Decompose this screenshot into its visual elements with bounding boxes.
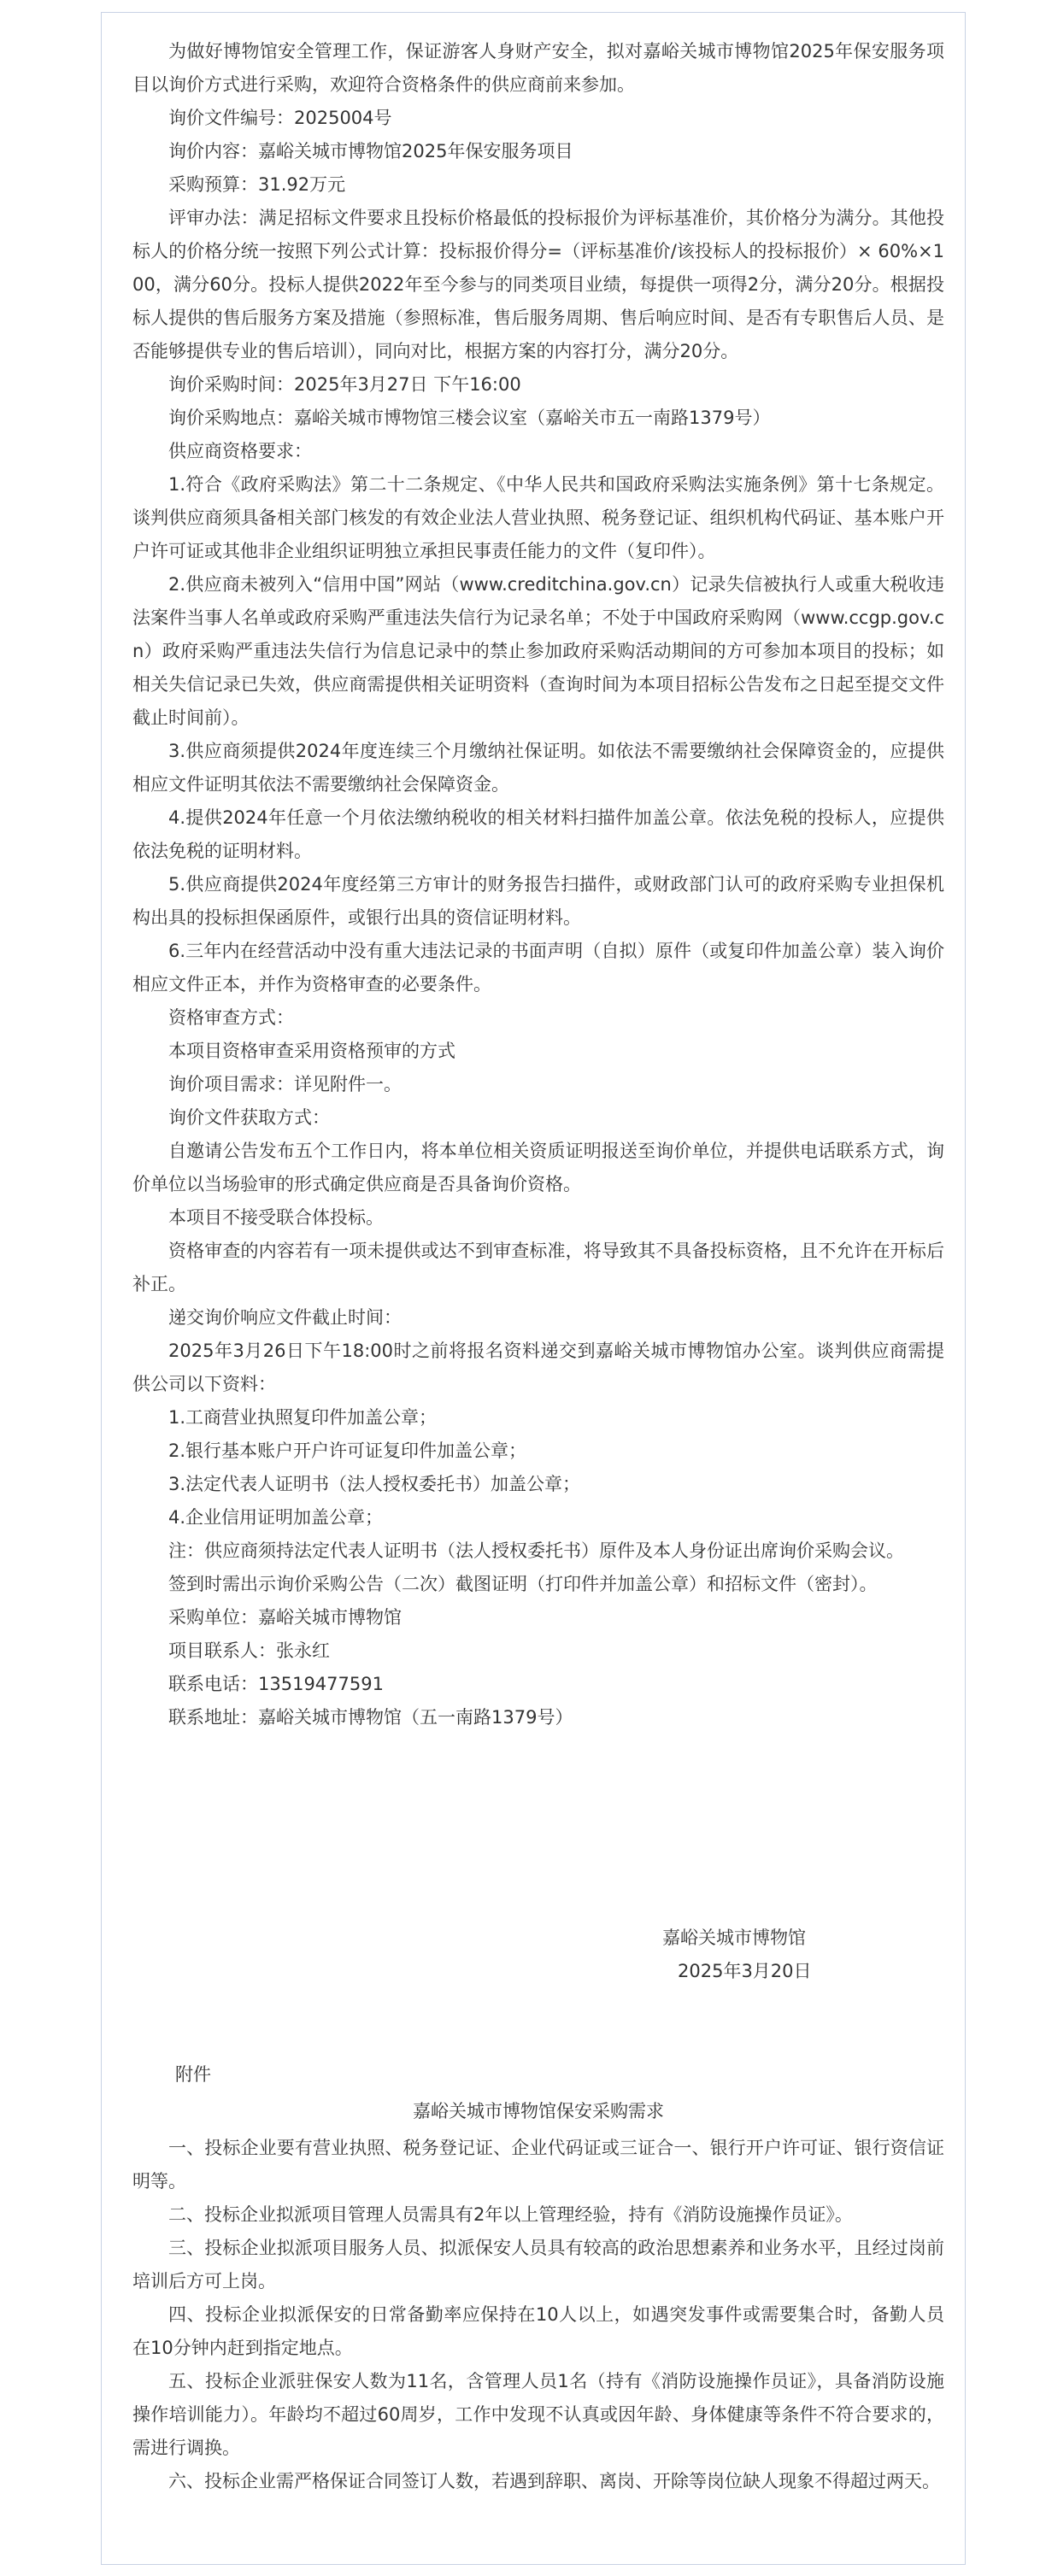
attachment-item: 五、投标企业派驻保安人数为11名，含管理人员1名（持有《消防设施操作员证》，具备消防设施操作培训能力）。年龄均不超过60周岁，工作中发现不认真或因年龄、身体健康等条件不符合要求的，需进行调换。 xyxy=(132,2371,944,2458)
attachment-item: 六、投标企业需严格保证合同签订人数，若遇到辞职、离岗、开除等岗位缺人现象不得超过两天。 xyxy=(168,2471,940,2491)
paragraph: 本项目不接受联合体投标。 xyxy=(168,1207,384,1228)
paragraph: 资格审查方式： xyxy=(168,1007,294,1028)
paragraph: 3.法定代表人证明书（法人授权委托书）加盖公章； xyxy=(168,1474,581,1494)
paragraph: 项目联系人：张永红 xyxy=(168,1640,330,1661)
paragraph: 联系电话：13519477591 xyxy=(168,1674,384,1694)
paragraph: 本项目资格审查采用资格预审的方式 xyxy=(168,1041,455,1061)
document-frame xyxy=(101,12,966,2565)
paragraph: 注：供应商须持法定代表人证明书（法人授权委托书）原件及本人身份证出席询价采购会议。 xyxy=(168,1540,904,1561)
paragraph: 3.供应商须提供2024年度连续三个月缴纳社保证明。如依法不需要缴纳社会保障资金的，应提供相应文件证明其依法不需要缴纳社会保障资金。 xyxy=(132,741,944,795)
paragraph: 为做好博物馆安全管理工作，保证游客人身财产安全，拟对嘉峪关城市博物馆2025年保安服务项目以询价方式进行采购，欢迎符合资格条件的供应商前来参加。 xyxy=(132,41,944,95)
attachment-items xyxy=(132,2132,944,2498)
paragraph: 询价项目需求：详见附件一。 xyxy=(168,1074,402,1094)
signature-date: 2025年3月20日 xyxy=(678,1961,812,1981)
paragraph: 询价内容：嘉峪关城市博物馆2025年保安服务项目 xyxy=(168,141,573,161)
paragraph: 评审办法：满足招标文件要求且投标价格最低的投标报价为评标基准价，其价格分为满分。其他投标人的价格分统一按照下列公式计算：投标报价得分=（评标基准价/该投标人的投标报价）× 60%×100，满分60分。投标人提供2022年至今参与的同类项目业绩，每提供一项得2分，满分20分。根据投标人提供的售后服务方案及措施（参照标准，售后服务周期、售后响应时间、是否有专职售后人员、是否能够提供专业的售后培训），同向对比，根据方案的内容打分，满分20分。 xyxy=(132,208,944,361)
attachment-title: 嘉峪关城市博物馆保安采购需求 xyxy=(413,2101,664,2121)
paragraph: 1.工商营业执照复印件加盖公章； xyxy=(168,1407,438,1428)
paragraph: 2.银行基本账户开户许可证复印件加盖公章； xyxy=(168,1441,527,1461)
paragraph: 4.提供2024年任意一个月依法缴纳税收的相关材料扫描件加盖公章。依法免税的投标人，应提供依法免税的证明材料。 xyxy=(132,807,944,861)
attachment-item: 四、投标企业拟派保安的日常备勤率应保持在10人以上，如遇突发事件或需要集合时，备勤人员在10分钟内赶到指定地点。 xyxy=(132,2304,944,2358)
paragraph: 询价采购地点：嘉峪关城市博物馆三楼会议室（嘉峪关市五一南路1379号） xyxy=(168,408,771,428)
paragraph: 4.企业信用证明加盖公章； xyxy=(168,1507,384,1528)
paragraph: 资格审查的内容若有一项未提供或达不到审查标准，将导致其不具备投标资格，且不允许在开标后补正。 xyxy=(132,1241,944,1294)
paragraph: 询价文件获取方式： xyxy=(168,1107,330,1128)
attachment-item: 二、投标企业拟派项目管理人员需具有2年以上管理经验，持有《消防设施操作员证》。 xyxy=(168,2204,853,2225)
attachment-item: 三、投标企业拟派项目服务人员、拟派保安人员具有较高的政治思想素养和业务水平，且经过岗前培训后方可上岗。 xyxy=(132,2238,944,2291)
document-body xyxy=(132,35,944,2491)
paragraph: 签到时需出示询价采购公告（二次）截图证明（打印件并加盖公章）和招标文件（密封）。 xyxy=(168,1574,878,1594)
paragraph: 采购预算：31.92万元 xyxy=(168,174,346,195)
paragraph: 自邀请公告发布五个工作日内，将本单位相关资质证明报送至询价单位，并提供电话联系方式，询价单位以当场验审的形式确定供应商是否具备询价资格。 xyxy=(132,1141,944,1194)
paragraph: 询价采购时间：2025年3月27日 下午16:00 xyxy=(168,374,521,395)
attachment-item: 一、投标企业要有营业执照、税务登记证、企业代码证或三证合一、银行开户许可证、银行资信证明等。 xyxy=(132,2138,944,2192)
paragraph: 递交询价响应文件截止时间： xyxy=(168,1307,402,1328)
paragraph: 2.供应商未被列入“信用中国”网站（www.creditchina.gov.cn）记录失信被执行人或重大税收违法案件当事人名单或政府采购严重违法失信行为记录名单；不处于中国政府采购网（www.ccgp.gov.cn）政府采购严重违法失信行为信息记录中的禁止参加政府采购活动期间的方可参加本项目的投标；如相关失信记录已失效，供应商需提供相关证明资料（查询时间为本项目招标公告发布之日起至提交文件截止时间前）。 xyxy=(132,574,944,728)
paragraph: 6.三年内在经营活动中没有重大违法记录的书面声明（自拟）原件（或复印件加盖公章）装入询价相应文件正本，并作为资格审查的必要条件。 xyxy=(132,941,944,995)
attachment-label: 附件 xyxy=(175,2064,211,2085)
signature-org: 嘉峪关城市博物馆 xyxy=(662,1928,806,1948)
paragraph: 采购单位：嘉峪关城市博物馆 xyxy=(168,1607,402,1628)
paragraph: 2025年3月26日下午18:00时之前将报名资料递交到嘉峪关城市博物馆办公室。谈判供应商需提供公司以下资料： xyxy=(132,1341,944,1394)
announcement-paragraphs xyxy=(132,35,944,1734)
paragraph: 供应商资格要求： xyxy=(168,441,312,461)
paragraph: 询价文件编号：2025004号 xyxy=(168,108,392,128)
paragraph: 联系地址：嘉峪关城市博物馆（五一南路1379号） xyxy=(168,1707,573,1728)
paragraph: 1.符合《政府采购法》第二十二条规定、《中华人民共和国政府采购法实施条例》第十七条规定。谈判供应商须具备相关部门核发的有效企业法人营业执照、税务登记证、组织机构代码证、基本账户开户许可证或其他非企业组织证明独立承担民事责任能力的文件（复印件）。 xyxy=(132,474,944,561)
paragraph: 5.供应商提供2024年度经第三方审计的财务报告扫描件，或财政部门认可的政府采购专业担保机构出具的投标担保函原件，或银行出具的资信证明材料。 xyxy=(132,874,944,928)
